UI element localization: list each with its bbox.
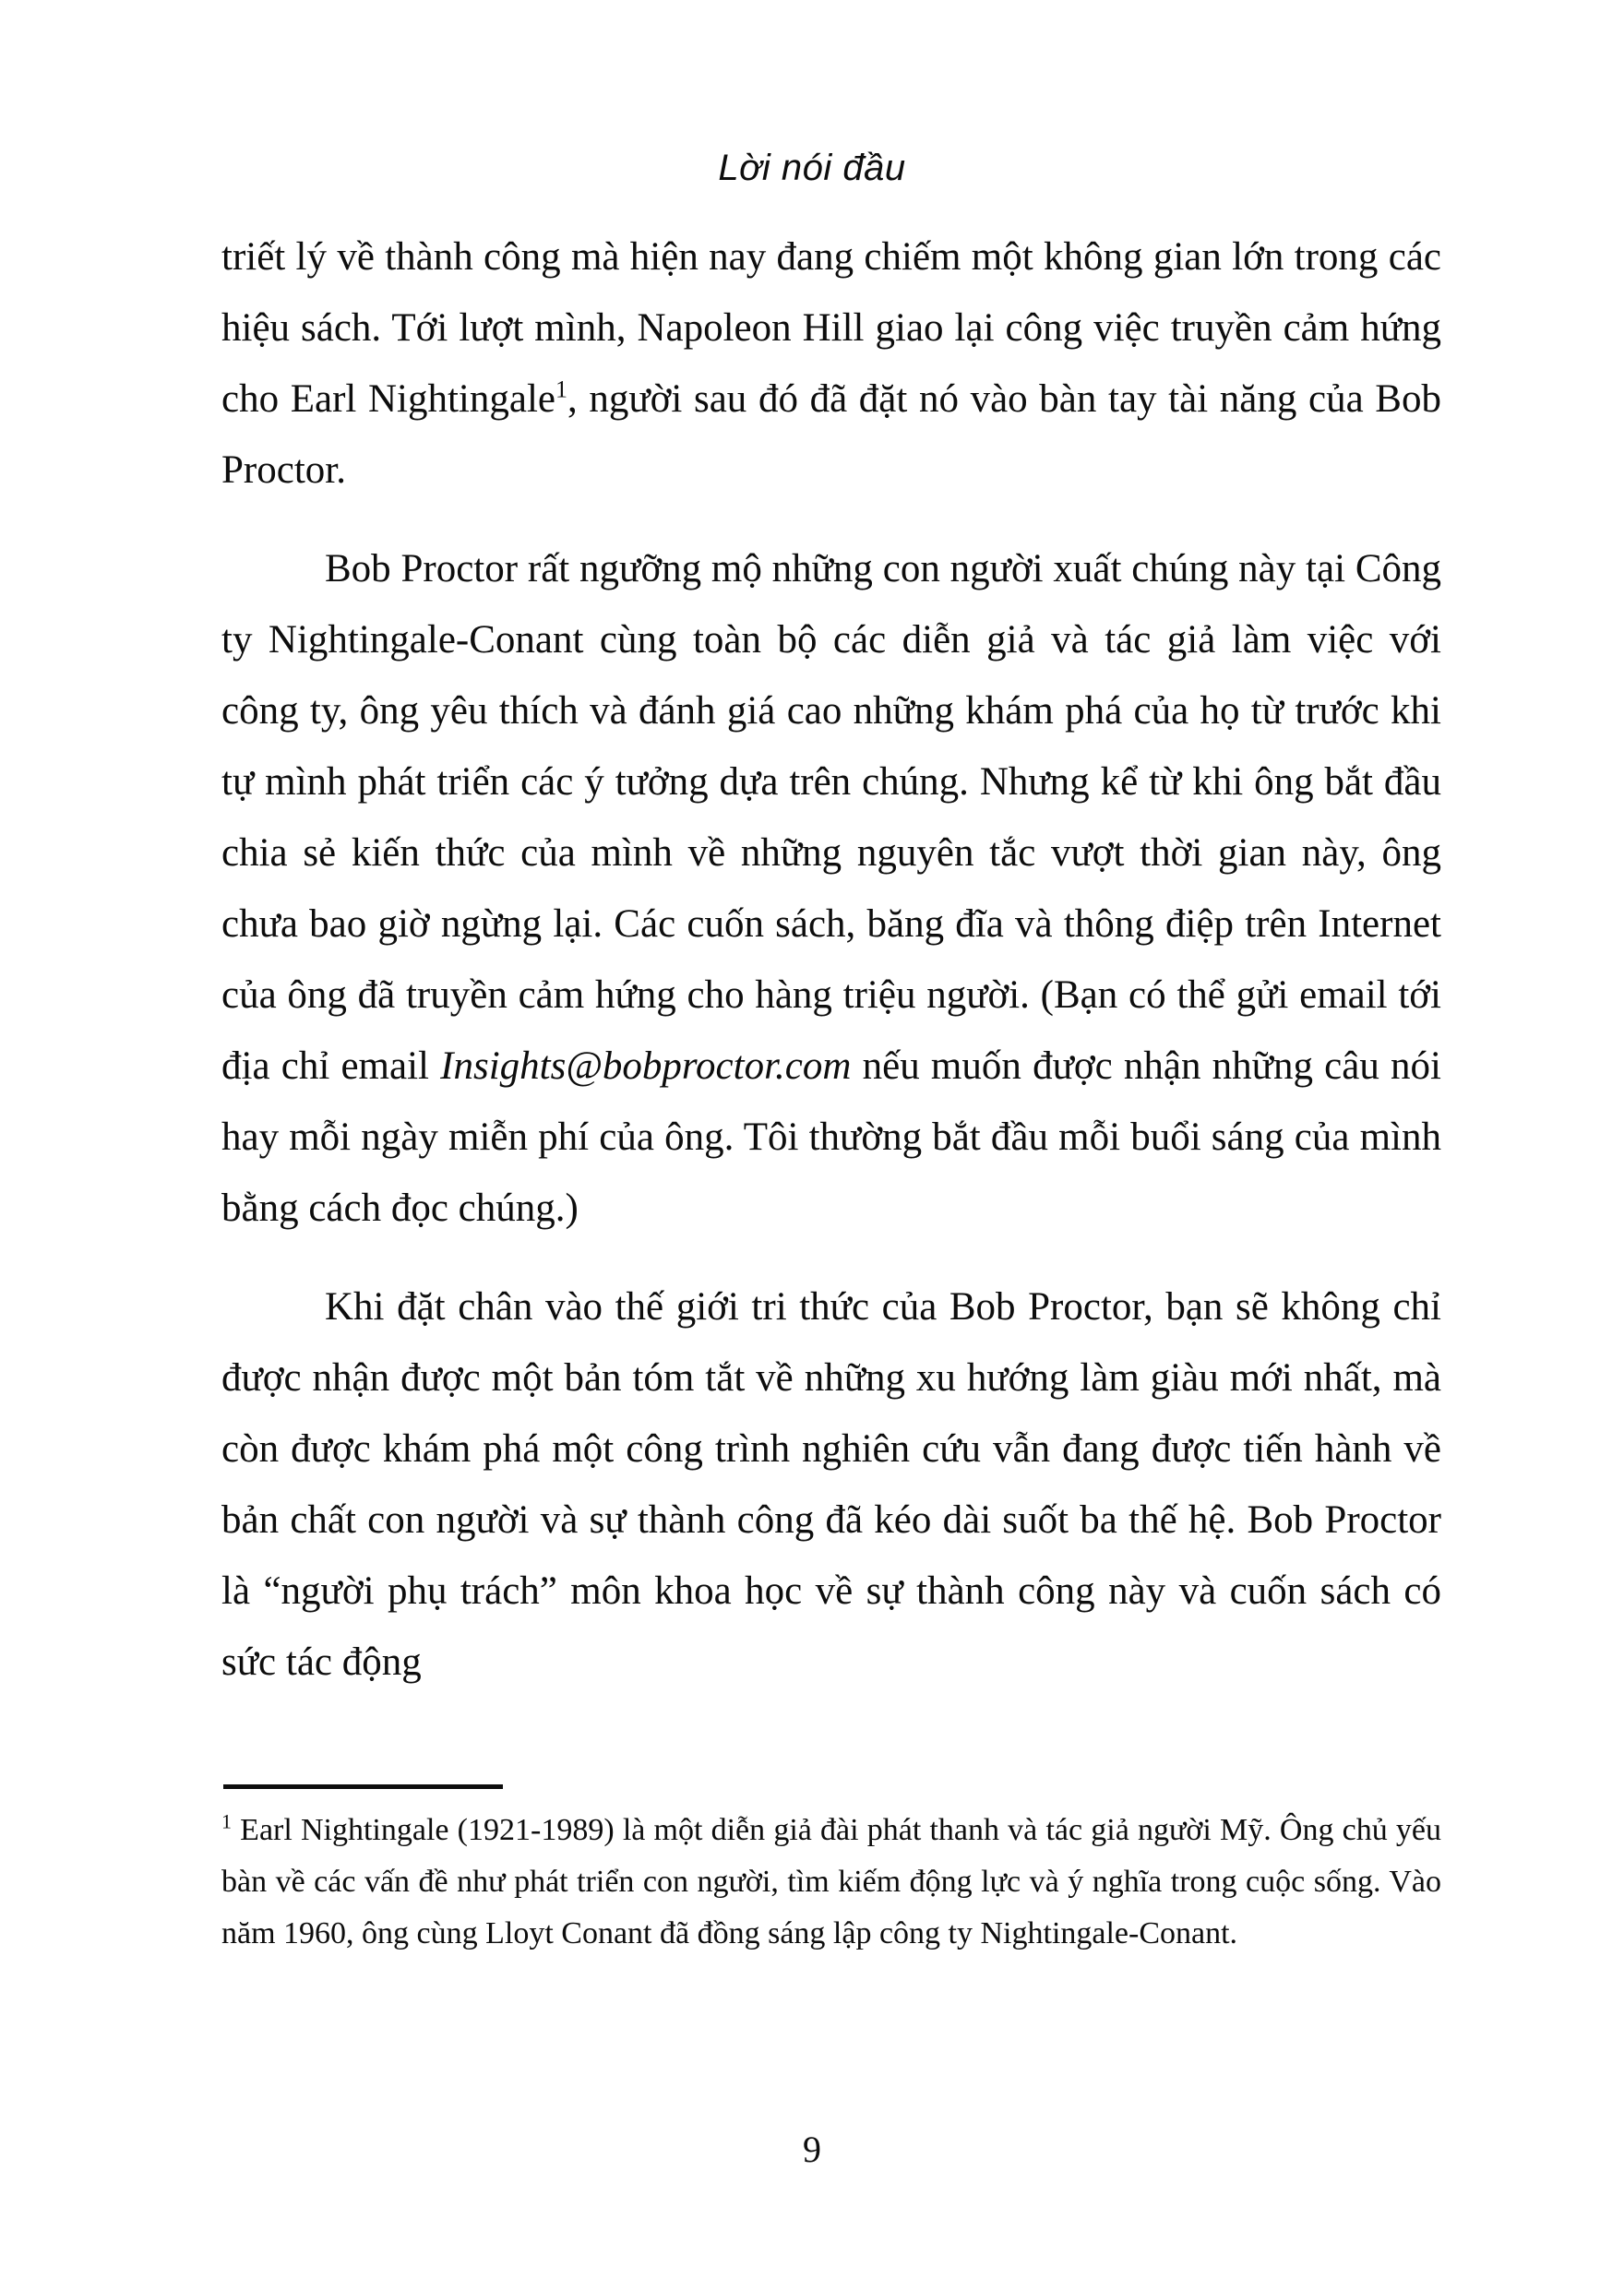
text-run: triết lý về thành công mà hiện nay đang chiếm một không gian lớn trong các hiệu sách. Tới lượt mình, Napoleon Hill giao lại công việc truyền cảm hứng cho Earl Nightingale <box>221 235 1441 421</box>
body-text <box>221 221 1441 1698</box>
text-run: nếu muốn được nhận những câu nói hay mỗi ngày miễn phí của ông. Tôi thường bắt đầu mỗi buổi sáng của mình bằng cách đọc chúng.) <box>221 1044 1441 1230</box>
page-number: 9 <box>803 2129 821 2170</box>
footnote-text: Earl Nightingale (1921-1989) là một diễn giả đài phát thanh và tác giả người Mỹ. Ông chủ yếu bàn về các vấn đề như phát triển con người, tìm kiếm động lực và ý nghĩa trong cuộc sống. Vào năm 1960, ông cùng Lloyt Conant đã đồng sáng lập công ty Nightingale-Conant. <box>221 1813 1441 1950</box>
text-run: Khi đặt chân vào thế giới tri thức của Bob Proctor, bạn sẽ không chỉ được nhận được một bản tóm tắt về những xu hướng làm giàu mới nhất, mà còn được khám phá một công trình nghiên cứu vẫn đang được tiến hành về bản chất con người và sự thành công đã kéo dài suốt ba thế hệ. Bob Proctor là “người phụ trách” môn khoa học về sự thành công này và cuốn sách có sức tác động <box>221 1285 1441 1684</box>
footnote-divider <box>223 1784 503 1789</box>
footnote-marker: 1 <box>221 1809 232 1833</box>
footnote <box>221 1805 1441 1960</box>
paragraph <box>221 533 1441 1244</box>
paragraph <box>221 1271 1441 1698</box>
text-run: Bob Proctor rất ngưỡng mộ những con người xuất chúng này tại Công ty Nightingale-Conant cùng toàn bộ các diễn giả và tác giả làm việc với công ty, ông yêu thích và đánh giá cao những khám phá của họ từ trước khi tự mình phát triển các ý tưởng dựa trên chúng. Nhưng kể từ khi ông bắt đầu chia sẻ kiến thức của mình về những nguyên tắc vượt thời gian này, ông chưa bao giờ ngừng lại. Các cuốn sách, băng đĩa và thông điệp trên Internet của ông đã truyền cảm hứng cho hàng triệu người. (Bạn có thể gửi email tới địa chỉ email <box>221 547 1441 1088</box>
email-address: Insights@bobproctor.com <box>440 1044 852 1088</box>
paragraph <box>221 221 1441 506</box>
section-header: Lời nói đầu <box>718 148 906 188</box>
footnote-reference: 1 <box>555 376 567 403</box>
text-run: , người sau đó đã đặt nó vào bàn tay tài năng của Bob Proctor. <box>221 377 1441 492</box>
